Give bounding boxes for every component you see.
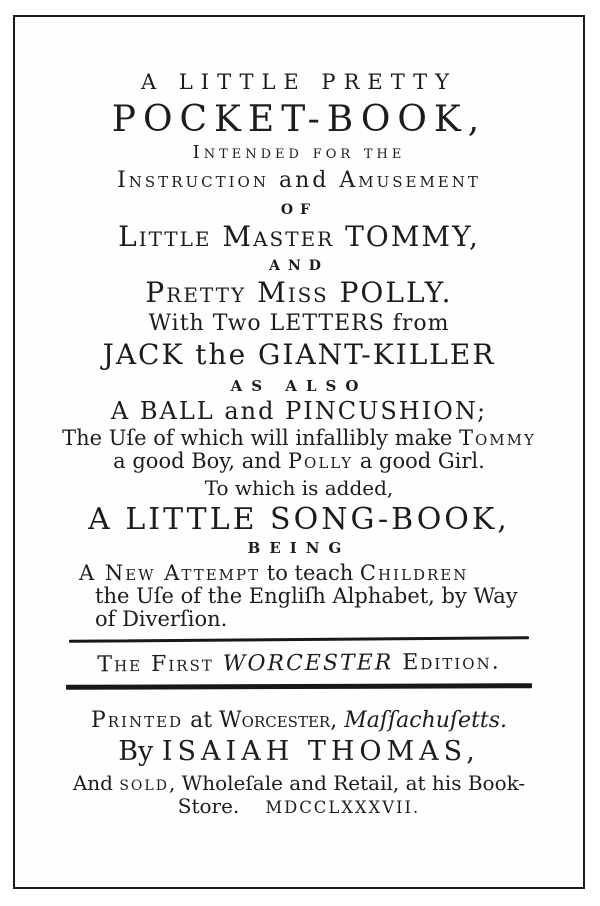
dedication-polly: Pretty Miss POLLY. (145, 276, 453, 309)
attempt-line-1: A New Attempt to teach Children (79, 561, 469, 585)
word-of: OF (280, 202, 318, 218)
divider-rule-lower (66, 683, 532, 690)
use-description-line-1: The Uſe of which will infallibly make Tommy (62, 426, 536, 450)
attempt-line-2: the Uſe of the Engliſh Alphabet, by Way (95, 584, 518, 608)
imprint-sold-line: And sold, Wholeſale and Retail, at his Book- (72, 771, 526, 795)
ball-pincushion-line: A BALL and PINCUSHION; (110, 397, 488, 425)
series-title: A LITTLE PRETTY (141, 70, 457, 94)
subtitle-instruction: Instruction and Amusement (117, 168, 481, 193)
edition-statement: The First WORCESTER Edition. (97, 649, 501, 678)
imprint-place-line: Printed at Worcester, Maſſachuſetts. (90, 708, 508, 733)
subtitle-intended: Intended for the (192, 142, 406, 163)
as-also-line: AS ALSO (230, 377, 368, 395)
attempt-line-3: of Diverſion. (95, 607, 228, 631)
imprint-publisher-line: By ISAIAH THOMAS, (118, 736, 480, 767)
word-and: AND (269, 258, 329, 274)
to-which-added-line: To which is added, (204, 476, 394, 500)
letters-line: With Two LETTERS from (148, 311, 450, 336)
divider-rule-upper (69, 636, 529, 643)
dedication-tommy: Little Master TOMMY, (118, 220, 480, 253)
song-book-title: A LITTLE SONG-BOOK, (88, 502, 510, 537)
title-page-content (15, 17, 583, 887)
title-page-frame (13, 15, 585, 889)
main-title: POCKET-BOOK, (111, 99, 487, 140)
imprint-store-date-line: Store. MDCCLXXXVII. (177, 794, 421, 818)
use-description-line-2: a good Boy, and Polly a good Girl. (113, 449, 485, 473)
word-being: BEING (247, 539, 351, 557)
jack-giant-killer-line: JACK the GIANT-KILLER (102, 338, 496, 371)
